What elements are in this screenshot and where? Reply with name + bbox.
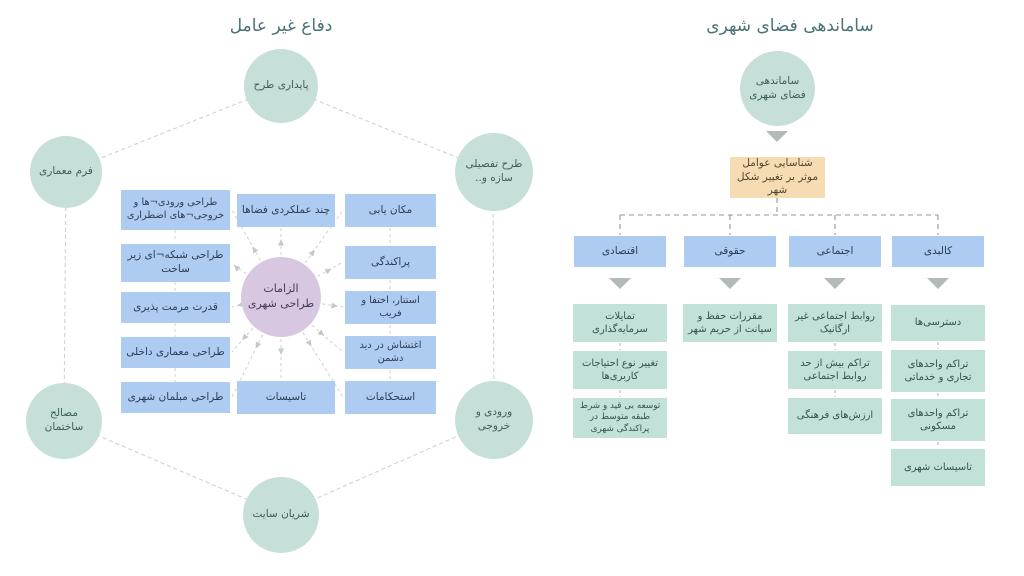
vertex-node-entry-exit: ورودی و خروجی	[455, 381, 533, 459]
matrix-box-multifunctional-spaces: چند عملکردی فضاها	[237, 194, 335, 227]
column-item-unconditional-development: توسعه بی قید و شرط طبقه متوسط در پراکندگی شهری	[573, 398, 667, 438]
vertex-node-detailed-plan: طرح تفصیلی سازه و..	[455, 133, 533, 211]
column-item-accesses: دسترسی‌ها	[891, 305, 985, 341]
vertex-node-plan-stability: پایداری طرح	[244, 49, 318, 123]
matrix-box-repairability: قدرت مرمت پذیری	[121, 292, 230, 323]
arrow-down-icon	[719, 278, 741, 289]
process-box-identify-factors: شناسایی عوامل موثر بر تغییر شکل شهر	[730, 157, 825, 198]
vertex-node-building-materials: مصالح ساختمان	[26, 383, 102, 459]
matrix-box-emergency-entrances: طراحی ورودی¬ها و خروجی¬های اضطراری	[121, 190, 230, 230]
matrix-box-interior-architecture: طراحی معماری داخلی	[121, 337, 230, 368]
vertex-node-site-artery: شریان سایت	[243, 477, 319, 553]
column-item-landuse-needs-change: تغییر نوع احتیاجات کاربری‌ها	[573, 351, 667, 389]
column-item-excessive-social-density: تراکم بیش از حد روابط اجتماعی	[788, 351, 882, 389]
column-header-economic: اقتصادی	[574, 236, 666, 267]
column-item-cultural-values: ارزش‌های فرهنگی	[788, 398, 882, 434]
column-header-legal: حقوقی	[684, 236, 776, 267]
matrix-box-infrastructure-network: طراحی شبکه¬ای زیر ساخت	[121, 244, 230, 282]
arrow-down-icon	[927, 278, 949, 289]
column-item-urban-facilities: تاسیسات شهری	[891, 449, 985, 486]
column-item-city-limit-regulations: مقررات حفظ و سیانت از حریم شهر	[683, 304, 777, 342]
matrix-box-urban-furniture: طراحی مبلمان شهری	[121, 382, 230, 413]
matrix-box-enemy-view-disruption: اغتشاش در دید دشمن	[345, 336, 436, 369]
column-item-investment-tendencies: تمایلات سرمایه‌گذاری	[573, 304, 667, 342]
arrow-down-icon	[609, 278, 631, 289]
vertex-node-architectural-form: فرم معماری	[30, 136, 102, 208]
column-header-social: اجتماعی	[789, 236, 881, 267]
matrix-box-facilities: تاسیسات	[237, 381, 335, 414]
matrix-box-site-selection: مکان یابی	[345, 194, 436, 227]
matrix-box-fortifications: استحکامات	[345, 381, 436, 414]
flow-root-node: ساماندهی فضای شهری	[740, 51, 815, 126]
matrix-box-dispersion: پراکندگی	[345, 246, 436, 279]
column-item-commercial-units-density: تراکم واحدهای تجاری و خدماتی	[891, 350, 985, 392]
right-diagram-title: ساماندهی فضای شهری	[706, 15, 874, 36]
matrix-box-camouflage: استتار، اختفا و فریب	[345, 291, 436, 324]
center-node-urban-design-requirements: الزامات طراحی شهری	[241, 257, 321, 337]
arrow-down-icon	[766, 131, 788, 142]
arrow-down-icon	[824, 278, 846, 289]
column-item-residential-units-density: تراکم واحدهای مسکونی	[891, 399, 985, 441]
column-header-physical: کالبدی	[892, 236, 984, 267]
left-diagram-title: دفاع غیر عامل	[229, 15, 333, 36]
column-item-nonorganic-social-relations: روابط اجتماعی غیر ارگانیک	[788, 304, 882, 342]
